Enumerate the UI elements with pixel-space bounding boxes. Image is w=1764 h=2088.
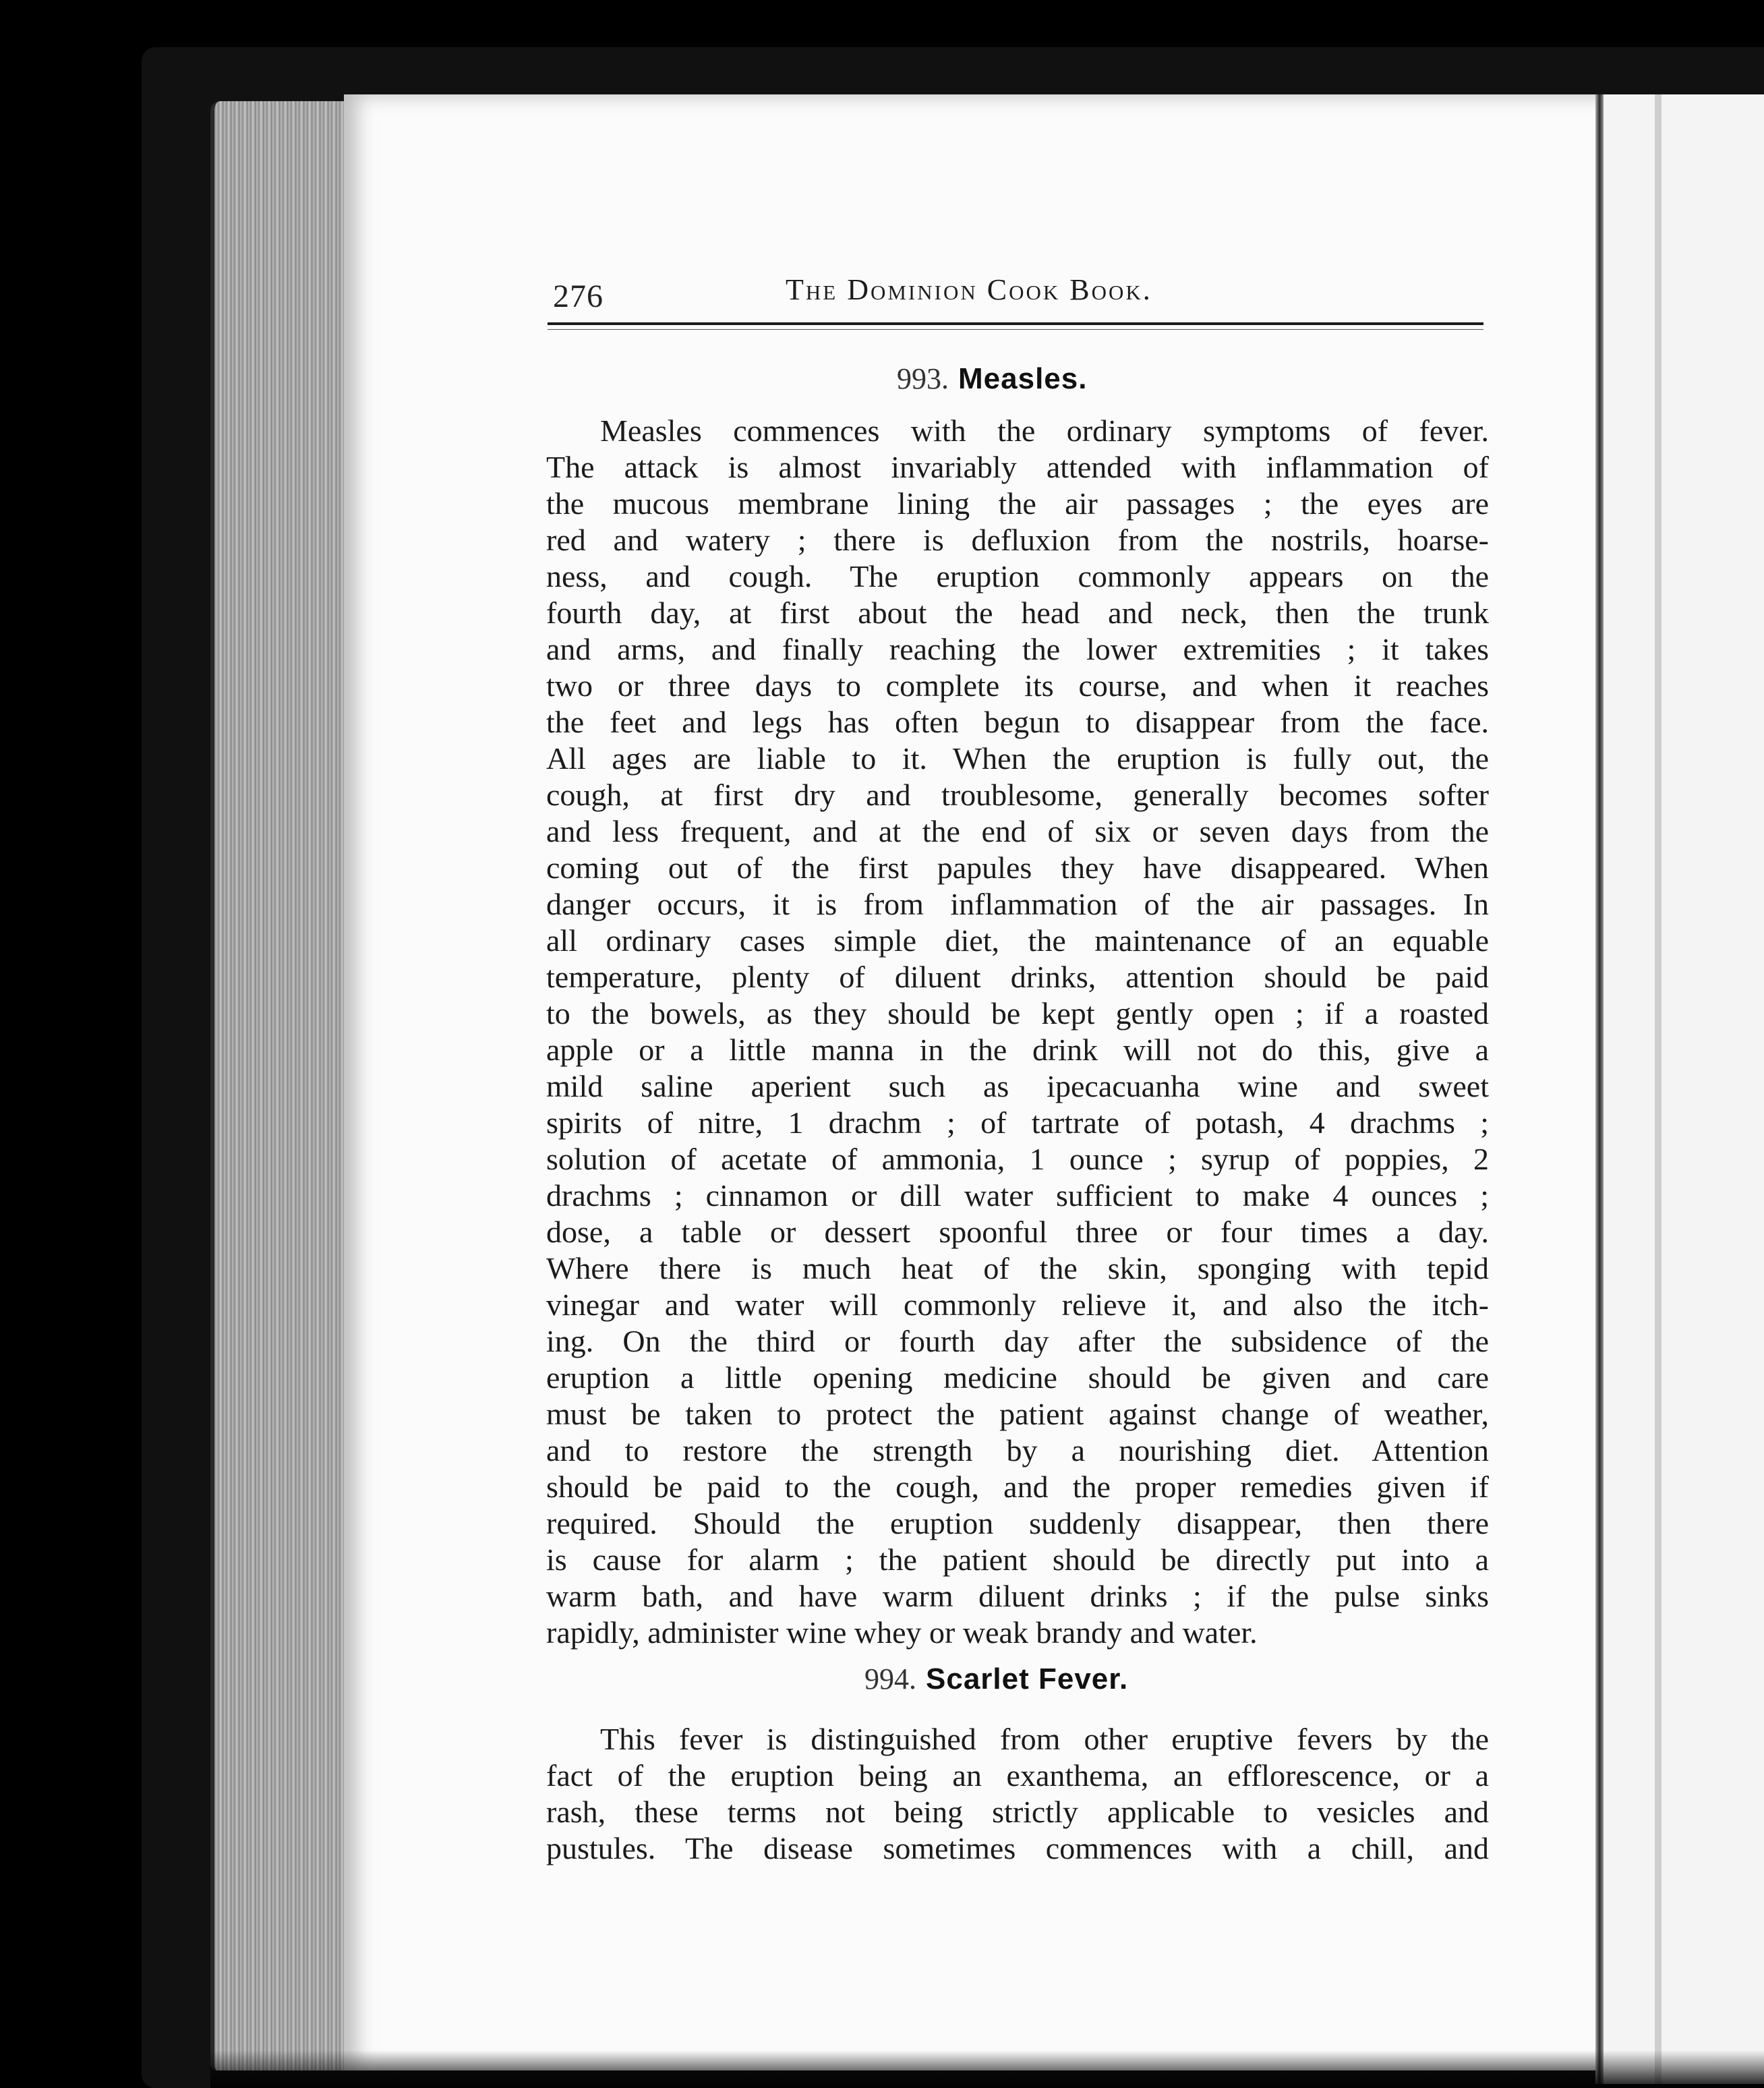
text-line: mild saline aperient such as ipecacuanha wine and sweet xyxy=(546,1069,1489,1103)
text-line: warm bath, and have warm diluent drinks ; if the pulse sinks xyxy=(546,1579,1489,1613)
text-line: All ages are liable to it. When the eruption is fully out, the xyxy=(546,741,1489,776)
text-line: red and watery ; there is defluxion from the nostrils, hoarse- xyxy=(546,523,1489,557)
bottom-shadow xyxy=(210,2050,1764,2088)
text-line: Where there is much heat of the skin, sponging with tepid xyxy=(546,1251,1489,1285)
header-rule-thin xyxy=(548,329,1483,330)
text-line: danger occurs, it is from inflammation of the air passages. In xyxy=(546,887,1489,921)
text-line: is cause for alarm ; the patient should be directly put into a xyxy=(546,1542,1489,1577)
text-line: eruption a little opening medicine should be given and care xyxy=(546,1360,1489,1395)
running-title: The Dominion Cook Book. xyxy=(786,273,1152,306)
text-line: ness, and cough. The eruption commonly appears on the xyxy=(546,559,1489,593)
section-title: Scarlet Fever. xyxy=(926,1662,1129,1695)
text-line: coming out of the first papules they have disappeared. When xyxy=(546,850,1489,885)
text-line: Measles commences with the ordinary symptoms of fever. xyxy=(600,413,1489,448)
text-line: drachms ; cinnamon or dill water sufficient to make 4 ounces ; xyxy=(546,1178,1489,1213)
text-line: apple or a little manna in the drink will not do this, give a xyxy=(546,1033,1489,1067)
section-number: 994. xyxy=(864,1662,916,1695)
text-line: required. Should the eruption suddenly disappear, then there xyxy=(546,1506,1489,1540)
text-line: should be paid to the cough, and the proper remedies given if xyxy=(546,1470,1489,1504)
text-line: spirits of nitre, 1 drachm ; of tartrate of potash, 4 drachms ; xyxy=(546,1105,1489,1140)
facing-page xyxy=(1604,94,1764,2084)
text-line: and less frequent, and at the end of six or seven days from the xyxy=(546,814,1489,848)
text-line: rapidly, administer wine whey or weak brandy and water. xyxy=(546,1615,1258,1650)
section-number: 993. xyxy=(897,362,949,395)
page-block-edge xyxy=(210,101,356,2070)
text-line: solution of acetate of ammonia, 1 ounce ; syrup of poppies, 2 xyxy=(546,1142,1489,1176)
text-line: vinegar and water will commonly relieve it, and also the itch- xyxy=(546,1287,1489,1322)
text-line: and to restore the strength by a nourishing diet. Attention xyxy=(546,1433,1489,1468)
page-number: 276 xyxy=(553,279,604,314)
text-line: ing. On the third or fourth day after the subsidence of the xyxy=(546,1324,1489,1358)
text-line: must be taken to protect the patient against change of weather, xyxy=(546,1397,1489,1431)
text-line: dose, a table or dessert spoonful three or four times a day. xyxy=(546,1215,1489,1249)
section-heading-measles xyxy=(897,361,1087,396)
book-gutter xyxy=(1595,94,1604,2084)
text-line: temperature, plenty of diluent drinks, attention should be paid xyxy=(546,960,1489,994)
text-line: the feet and legs has often begun to disappear from the face. xyxy=(546,705,1489,739)
section-body-scarlet-fever xyxy=(546,1721,1489,1867)
header-rule xyxy=(548,322,1483,325)
text-line: This fever is distinguished from other eruptive fevers by the xyxy=(600,1722,1489,1756)
text-line: to the bowels, as they should be kept gently open ; if a roasted xyxy=(546,996,1489,1031)
text-line: and arms, and finally reaching the lower extremities ; it takes xyxy=(546,632,1489,666)
text-line: all ordinary cases simple diet, the maintenance of an equable xyxy=(546,923,1489,958)
section-title: Measles. xyxy=(958,362,1088,395)
text-line: rash, these terms not being strictly applicable to vesicles and xyxy=(546,1795,1489,1829)
text-line: The attack is almost invariably attended with inflammation of xyxy=(546,450,1489,484)
text-line: fourth day, at first about the head and neck, then the trunk xyxy=(546,596,1489,630)
text-line: pustules. The disease sometimes commences with a chill, and xyxy=(546,1831,1489,1865)
section-heading-scarlet-fever xyxy=(864,1662,1128,1696)
text-line: the mucous membrane lining the air passages ; the eyes are xyxy=(546,486,1489,521)
text-line: fact of the eruption being an exanthema, an efflorescence, or a xyxy=(546,1758,1489,1793)
section-body-measles xyxy=(546,413,1489,1651)
facing-page-edge xyxy=(1655,94,1662,2084)
text-line: two or three days to complete its course, and when it reaches xyxy=(546,668,1489,703)
text-line: cough, at first dry and troublesome, generally becomes softer xyxy=(546,778,1489,812)
